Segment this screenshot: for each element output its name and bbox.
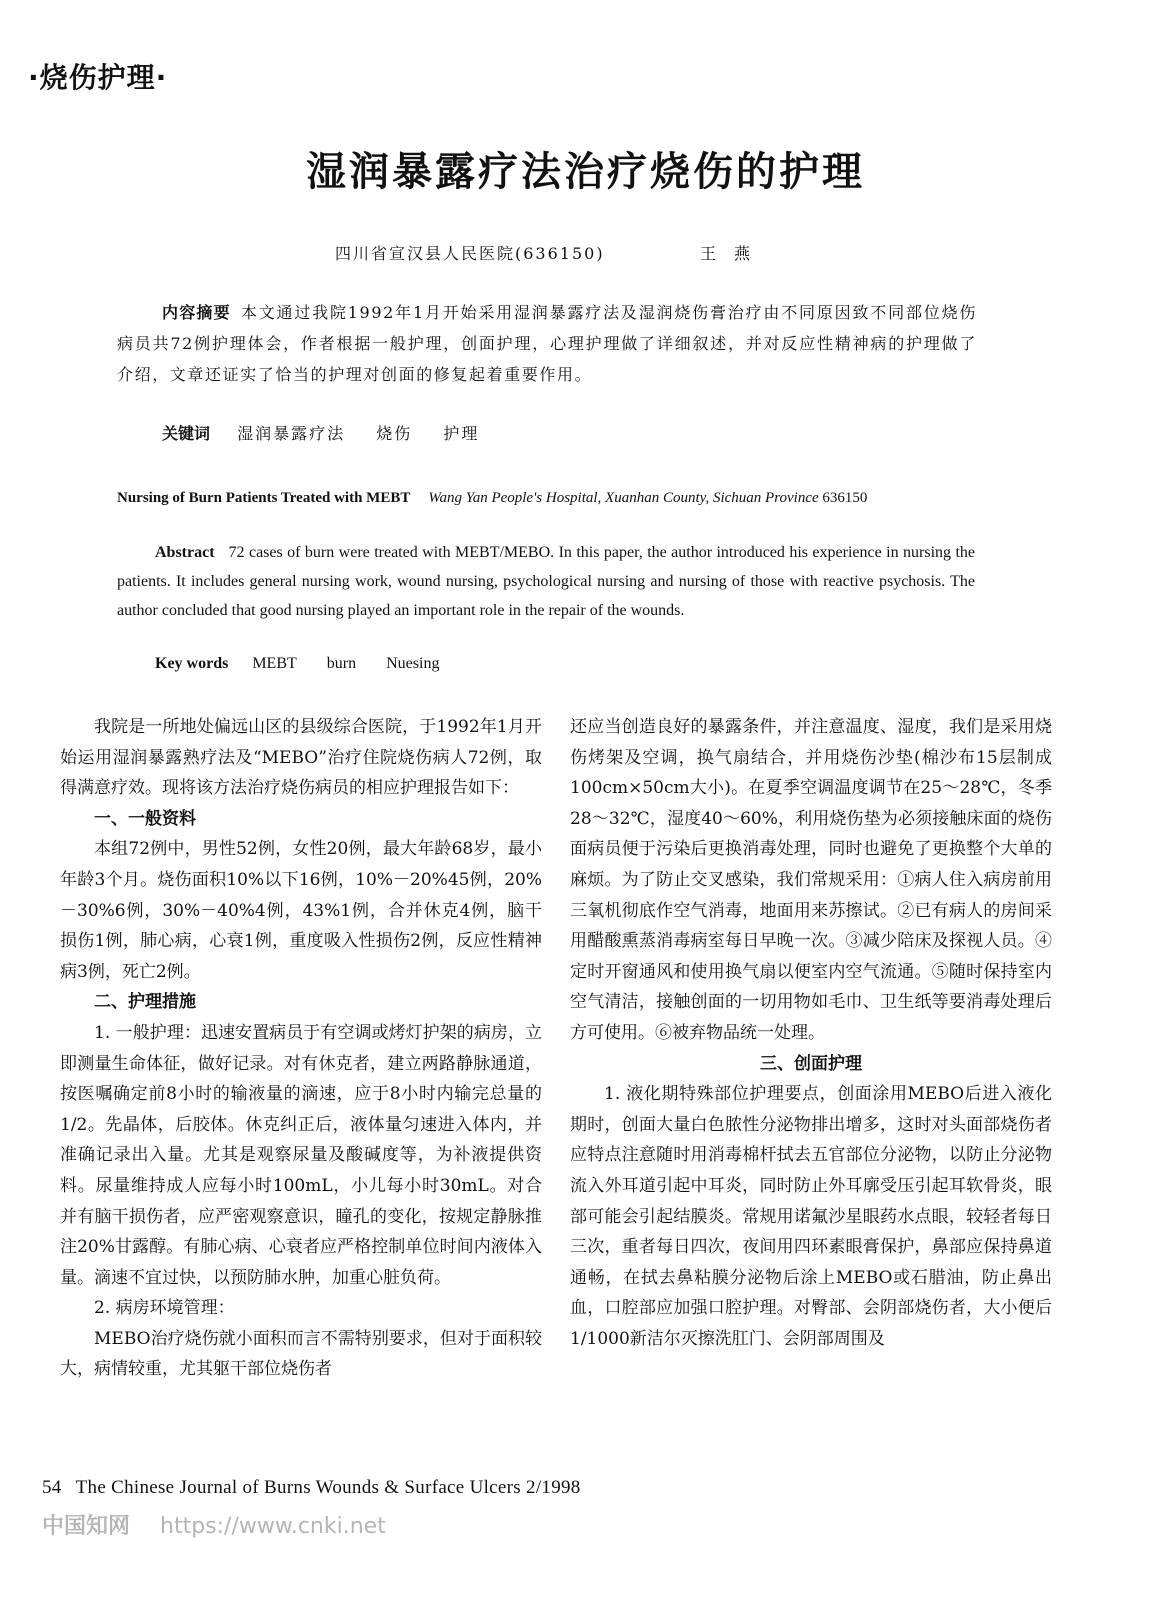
chinese-abstract-label: 内容摘要 — [162, 303, 231, 322]
page-footer — [42, 1477, 581, 1499]
body-paragraph: MEBO治疗烧伤就小面积而言不需特别要求，但对于面积较大，病情较重，尤其躯干部位烧伤者 — [60, 1328, 542, 1380]
body-paragraph: 2. 病房环境管理： — [94, 1298, 235, 1319]
page-number: 54 — [42, 1477, 62, 1498]
section-tag: ·烧伤护理· — [28, 61, 168, 94]
body-right-column — [570, 712, 1052, 1354]
english-byline: Wang Yan People's Hospital, Xuanhan County, Sichuan Province — [428, 490, 819, 506]
journal-name: The Chinese Journal of Burns Wounds & Surface Ulcers 2/1998 — [75, 1477, 581, 1498]
body-paragraph: 1. 液化期特殊部位护理要点，创面涂用MEBO后进入液化期时，创面大量白色脓性分泌物排出增多，这时对头面部烧伤者应特点注意随时用消毒棉杆拭去五官部位分泌物，以防止分泌物流入外耳道引起中耳炎，同时防止外耳廓受压引起耳软骨炎，眼部可能会引起结膜炎。常规用诺氟沙星眼药水点眼，较轻者每日三次，重者每日四次，夜间用四环素眼膏保护，鼻部应保持鼻道通畅，在拭去鼻粘膜分泌物后涂上MEBO或石腊油，防止鼻出血，口腔部应加强口腔护理。对臀部、会阴部烧伤者，大小便后1/1000新洁尔灭擦洗肛门、会阴部周围及 — [570, 1084, 1052, 1349]
section-heading: 二、护理措施 — [94, 992, 196, 1013]
body-paragraph: 还应当创造良好的暴露条件，并注意温度、湿度，我们是采用烧伤烤架及空调，换气扇结合，并用烧伤沙垫(棉沙布15层制成100cm×50cm大小)。在夏季空调温度调节在25～28℃，冬季28～32℃，湿度40～60%，利用烧伤垫为必须接触床面的烧伤面病员便于污染后更换消毒处理，同时也避免了更换整个大单的麻烦。为了防止交叉感染，我们常规采用：①病人住入病房前用三氧机彻底作空气消毒，地面用来苏擦试。②已有病人的房间采用醋酸熏蒸消毒病室每日早晚一次。③减少陪床及探视人员。④定时开窗通风和使用换气扇以便室内空气流通。⑤随时保持室内空气清洁，接触创面的一切用物如毛巾、卫生纸等要消毒处理后方可使用。⑥被弃物品统一处理。 — [570, 717, 1052, 1043]
chinese-abstract — [117, 297, 977, 390]
cnki-watermark — [42, 1509, 386, 1540]
section-heading: 一、一般资料 — [94, 808, 196, 829]
english-keywords-label: Key words — [155, 655, 229, 672]
article-title: 湿润暴露疗法治疗烧伤的护理 — [306, 149, 865, 195]
english-keyword: MEBT — [252, 655, 297, 672]
section-heading: 三、创面护理 — [760, 1053, 862, 1074]
english-keyword: Nuesing — [386, 655, 440, 672]
author-affiliation: 四川省宣汉县人民医院(636150) — [335, 244, 605, 263]
english-abstract-text: 72 cases of burn were treated with MEBT/MEBO. In this paper, the author introduced his experience in nursing the patients. It includes general nursing work, wound nursing, psychological nursing and nursing of those with reactive psychosis. The author concluded that good nursing played an important role in the repair of the wounds. — [117, 544, 975, 619]
body-paragraph: 本组72例中，男性52例，女性20例，最大年龄68岁，最小年龄3个月。烧伤面积10%以下16例，10%－20%45例，20%－30%6例，30%－40%4例，43%1例，合并休克4例，脑干损伤1例，肺心病，心衰1例，重度吸入性损伤2例，反应性精神病3例，死亡2例。 — [60, 839, 542, 982]
chinese-keywords-label: 关键词 — [162, 424, 211, 443]
chinese-keyword: 湿润暴露疗法 — [237, 424, 346, 443]
english-keywords — [155, 655, 465, 673]
body-paragraph: 1. 一般护理：迅速安置病员于有空调或烤灯护架的病房，立即测量生命体征，做好记录。对有休克者，建立两路静脉通道，按医嘱确定前8小时的输液量的滴速，应于8小时内输完总量的1/2。先晶体，后胶体。休克纠正后，液体量匀速进入体内，并准确记录出入量。尤其是观察尿量及酸碱度等，为补液提供资料。尿量维持成人应每小时100mL，小儿每小时30mL。对合并有脑干损伤者，应严密观察意识，瞳孔的变化，按规定静脉推注20%甘露醇。有肺心病、心衰者应严格控制单位时间内液体入量。滴速不宜过快，以预防肺水肿，加重心脏负荷。 — [60, 1022, 542, 1288]
chinese-keywords — [162, 421, 505, 444]
watermark-site-name: 中国知网 — [42, 1514, 131, 1539]
chinese-keyword: 烧伤 — [376, 424, 413, 443]
english-title: Nursing of Burn Patients Treated with MEBT — [117, 490, 411, 506]
english-title-block — [117, 484, 977, 512]
author-name: 王燕 — [700, 244, 769, 263]
chinese-abstract-text: 本文通过我院1992年1月开始采用湿润暴露疗法及湿润烧伤膏治疗由不同原因致不同部位烧伤病员共72例护理体会，作者根据一般护理，创面护理，心理护理做了详细叙述，并对反应性精神病的护理做了介绍，文章还证实了恰当的护理对创面的修复起着重要作用。 — [117, 303, 977, 384]
body-paragraph: 我院是一所地处偏远山区的县级综合医院，于1992年1月开始运用湿润暴露熟疗法及“MEBO”治疗住院烧伤病人72例，取得满意疗效。现将该方法治疗烧伤病员的相应护理报告如下： — [60, 717, 542, 799]
watermark-url: https://www.cnki.net — [160, 1514, 386, 1539]
english-abstract-label: Abstract — [155, 544, 215, 561]
body-left-column — [60, 712, 542, 1385]
english-zip: 636150 — [822, 490, 868, 506]
chinese-keyword: 护理 — [443, 424, 480, 443]
english-abstract — [117, 538, 975, 625]
english-keyword: burn — [326, 655, 357, 672]
